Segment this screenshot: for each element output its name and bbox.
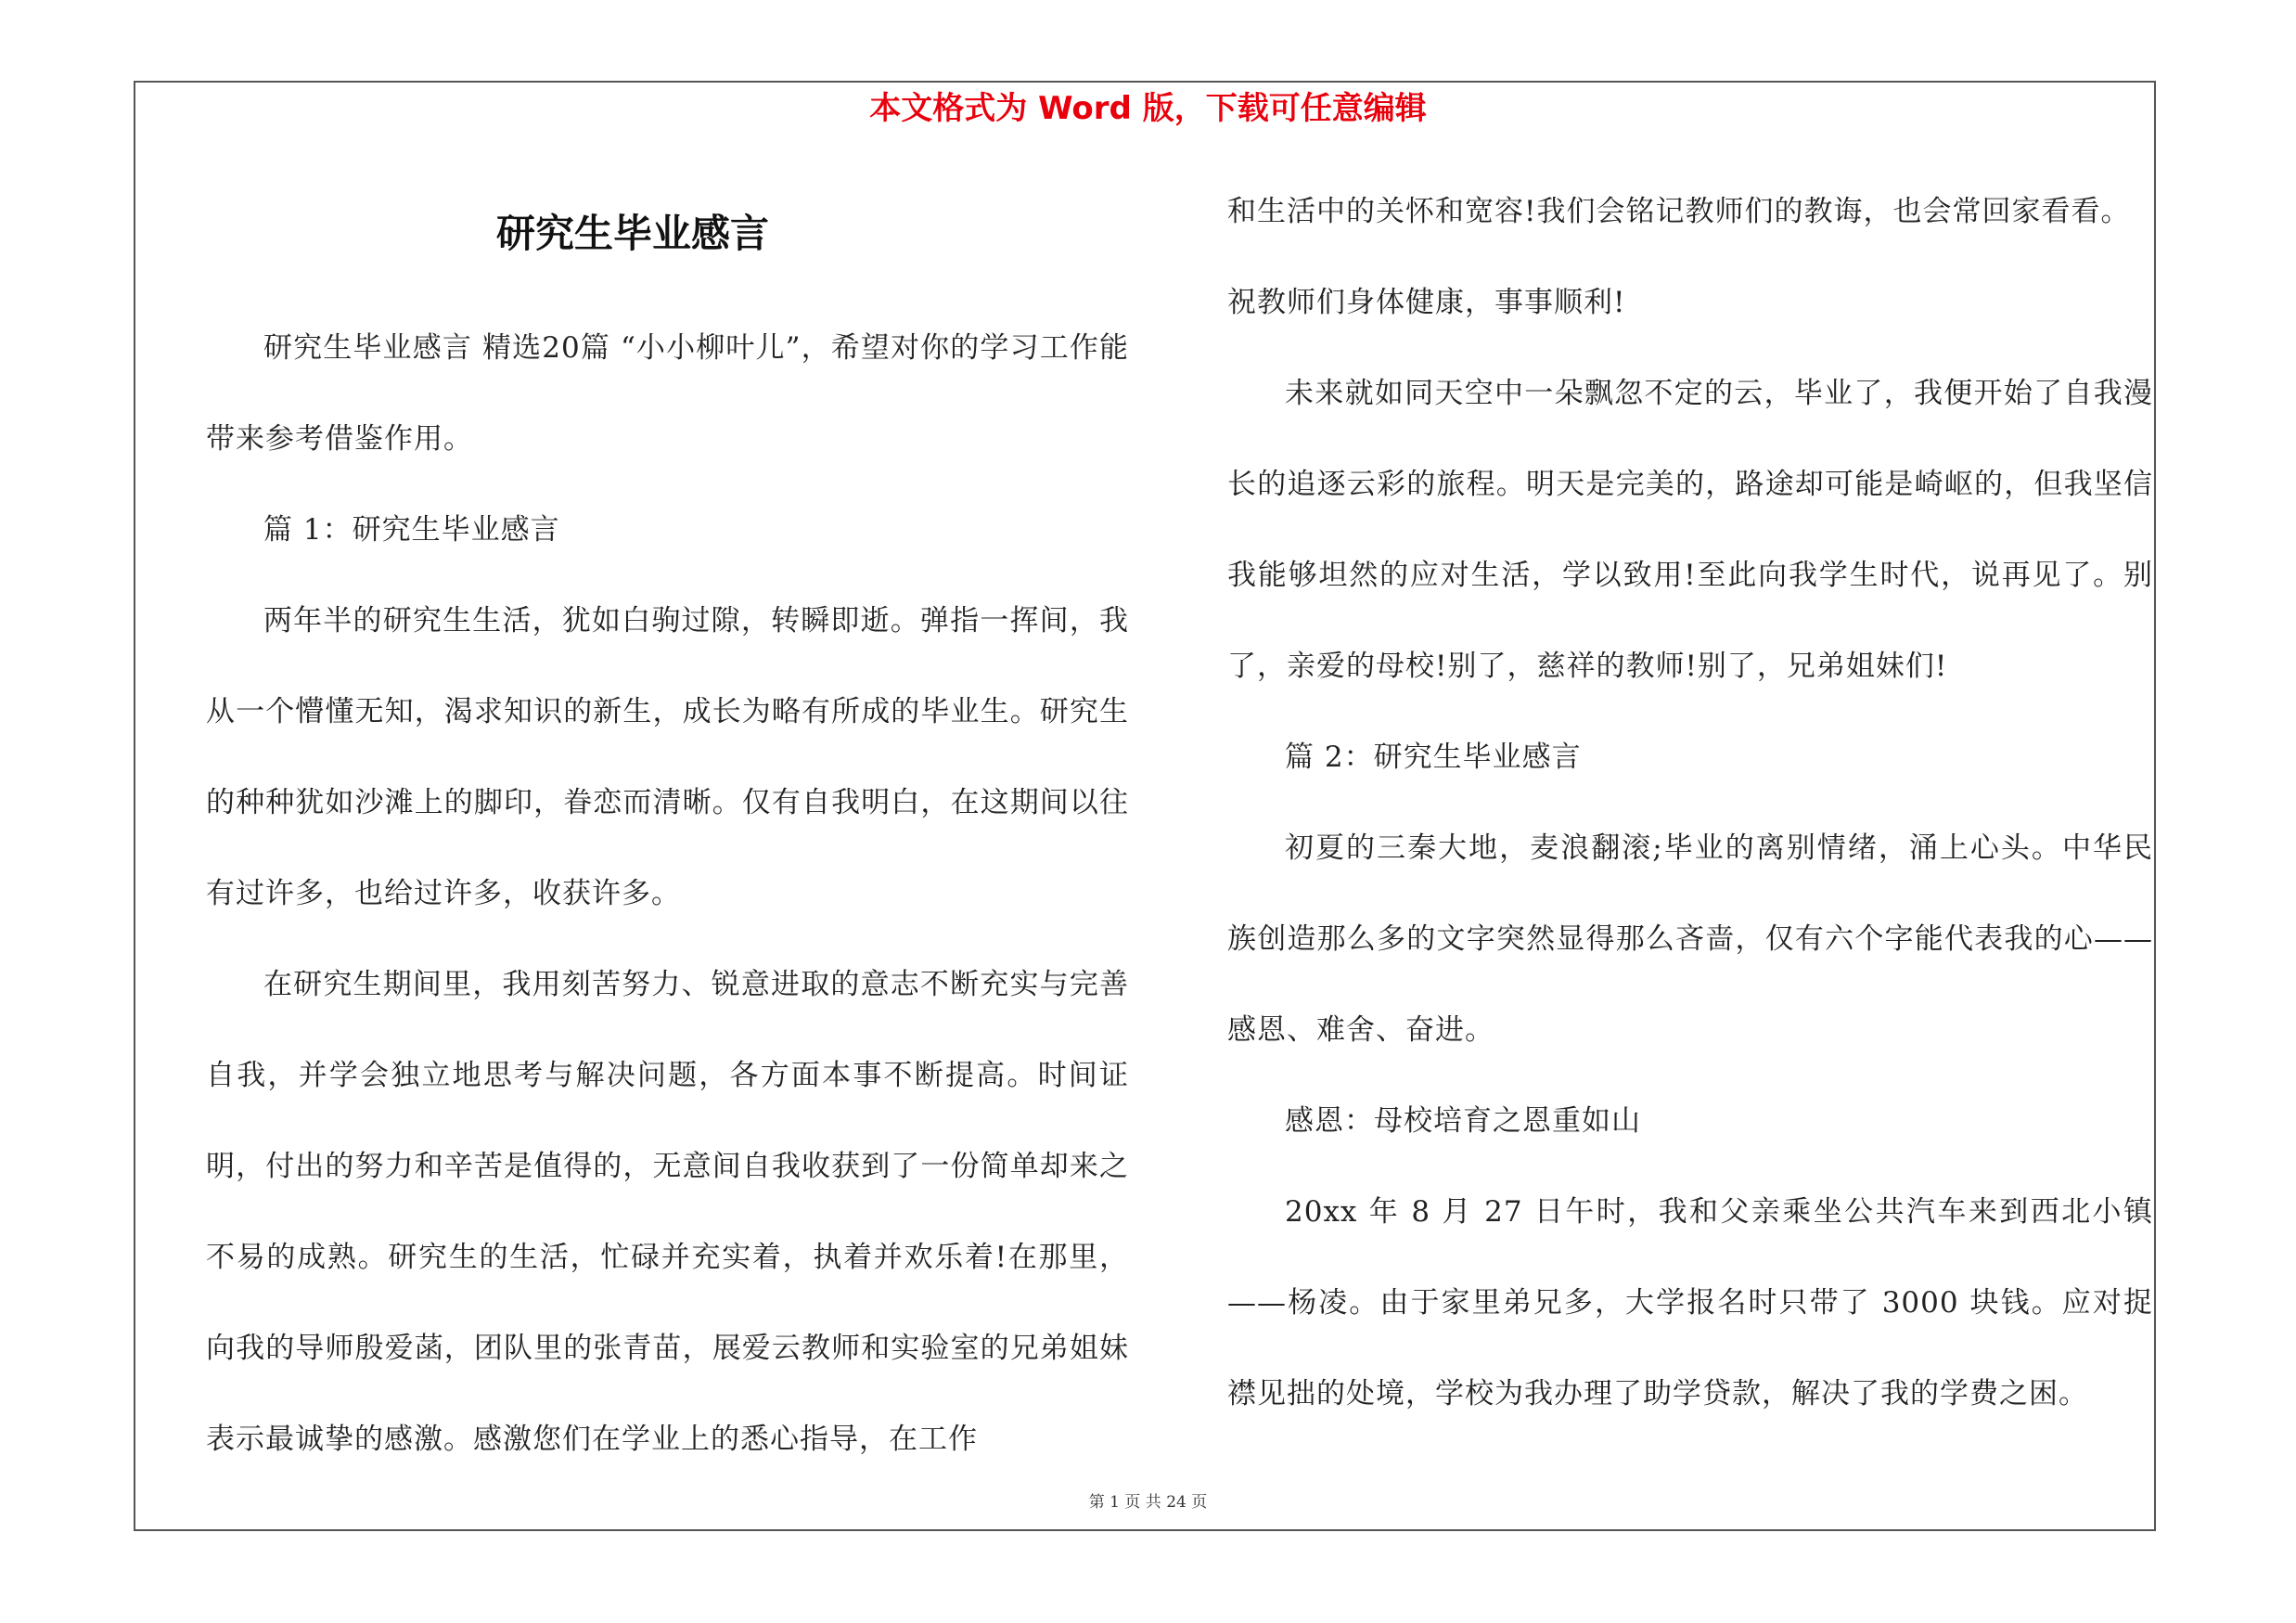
right-column: [1227, 166, 2153, 1439]
subheading-gratitude: 感恩：母校培育之恩重如山: [1285, 1104, 1641, 1138]
left-column: [206, 303, 1129, 1485]
continued-paragraph-line-1: 和生活中的关怀和宽容!我们会铭记教师们的教诲，也会常回家看看。: [1227, 195, 2131, 228]
section-heading-2: 篇 2：研究生毕业感言: [1285, 741, 1582, 774]
section-heading-1: 篇 1：研究生毕业感言: [263, 513, 560, 547]
page-number-footer: 第 1 页 共 24 页: [1088, 1493, 1208, 1512]
body-paragraph: 在研究生期间里，我用刻苦努力、锐意进取的意志不断充实与完善自我，并学会独立地思考与解决问题，各方面本事不断提高。时间证明，付出的努力和辛苦是值得的，无意间自我收获到了一份简单却来之不易的成熟。研究生的生活，忙碌并充实着，执着并欢乐着!在那里，向我的导师殷爱菡，团队里的张青苗，展爱云教师和实验室的兄弟姐妹表示最诚挚的感激。感激您们在学业上的悉心指导，在工作: [206, 968, 1129, 1456]
body-paragraph: 未来就如同天空中一朵飘忽不定的云，毕业了，我便开始了自我漫长的追逐云彩的旅程。明天是完美的，路途却可能是崎岖的，但我坚信我能够坦然的应对生活，学以致用!至此向我学生时代，说再见了。别了，亲爱的母校!别了，慈祥的教师!别了，兄弟姐妹们!: [1227, 377, 2153, 683]
body-paragraph: 两年半的研究生生活，犹如白驹过隙，转瞬即逝。弹指一挥间，我从一个懵懂无知，渴求知识的新生，成长为略有所成的毕业生。研究生的种种犹如沙滩上的脚印，眷恋而清晰。仅有自我明白，在这期间以往有过许多，也给过许多，收获许多。: [206, 604, 1129, 910]
word-format-banner: 本文格式为 Word 版，下载可任意编辑: [869, 90, 1427, 127]
body-paragraph: 20xx 年 8 月 27 日午时，我和父亲乘坐公共汽车来到西北小镇——杨凌。由于家里弟兄多，大学报名时只带了 3000 块钱。应对捉襟见拙的处境，学校为我办理了助学贷款，解决了我的学费之困。: [1227, 1195, 2153, 1410]
document-title: 研究生毕业感言: [495, 211, 769, 256]
body-paragraph: 初夏的三秦大地，麦浪翻滚;毕业的离别情绪，涌上心头。中华民族创造那么多的文字突然显得那么吝啬，仅有六个字能代表我的心——感恩、难舍、奋进。: [1227, 831, 2153, 1047]
continued-paragraph-line-2: 祝教师们身体健康，事事顺利!: [1227, 286, 1626, 319]
intro-paragraph: 研究生毕业感言 精选20篇 “小小柳叶儿”，希望对你的学习工作能带来参考借鉴作用。: [206, 331, 1129, 456]
